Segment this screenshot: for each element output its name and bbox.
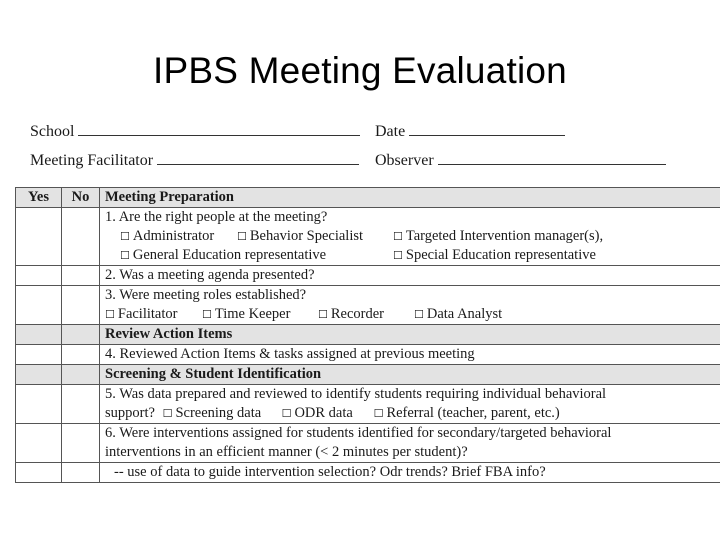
evaluation-form: [10, 117, 720, 490]
general-education-label: General Education representative: [132, 247, 327, 263]
yes-column-header: Yes: [16, 188, 62, 208]
no-column-header: No: [62, 188, 100, 208]
data-analyst-option[interactable]: [414, 305, 502, 324]
note-yes-cell[interactable]: [16, 463, 62, 483]
table-header-row: [16, 188, 720, 208]
referral-option[interactable]: [374, 404, 560, 423]
screening-data-option[interactable]: [163, 404, 282, 423]
data-analyst-label: Data Analyst: [426, 306, 503, 322]
checkbox-icon: ☐: [202, 308, 212, 321]
administrator-option[interactable]: [120, 227, 237, 246]
checkbox-icon: ☐: [414, 308, 424, 321]
q1-options-line-1: [100, 227, 720, 246]
checkbox-icon: ☐: [120, 249, 130, 262]
q1-text: 1. Are the right people at the meeting?: [100, 208, 720, 228]
behavior-specialist-label: Behavior Specialist: [249, 228, 364, 244]
screening-identification-header: Screening & Student Identification: [100, 365, 720, 385]
q3-no-cell[interactable]: [62, 286, 100, 325]
checkbox-icon: ☐: [120, 230, 130, 243]
q1-no-cell[interactable]: [62, 208, 100, 266]
q5-prefix: support?: [105, 405, 155, 421]
facilitator-blank[interactable]: [157, 152, 359, 165]
recorder-option[interactable]: [318, 305, 414, 324]
data-use-note: -- use of data to guide intervention selection? Odr trends? Brief FBA info?: [100, 463, 720, 483]
q3-options-line: [100, 305, 720, 325]
facilitator-label: Meeting Facilitator: [30, 152, 154, 169]
question-4-row: [16, 345, 720, 365]
targeted-intervention-option[interactable]: [393, 227, 603, 246]
question-1-options-row: [16, 227, 720, 246]
question-6-continued-row: [16, 443, 720, 463]
checkbox-icon: ☐: [281, 407, 292, 420]
question-6-row: [16, 424, 720, 444]
date-blank[interactable]: [409, 123, 565, 136]
special-education-option[interactable]: [393, 246, 596, 265]
q5-no-cell[interactable]: [62, 385, 100, 424]
question-3-options-row: [16, 305, 720, 325]
checkbox-icon: ☐: [393, 230, 403, 243]
q6-text-continued: interventions in an efficient manner (< 2 minutes per student)?: [100, 443, 720, 463]
odr-data-option[interactable]: [282, 404, 374, 423]
q5-options-line: [100, 404, 720, 424]
school-field[interactable]: [30, 123, 360, 141]
q1-yes-cell[interactable]: [16, 208, 62, 266]
odr-data-label: ODR data: [294, 405, 353, 421]
q6-text: 6. Were interventions assigned for students identified for secondary/targeted behavioral: [100, 424, 720, 444]
checkbox-icon: ☐: [373, 407, 384, 420]
q1-options-line-2: [100, 246, 720, 266]
q4-yes-cell[interactable]: [16, 345, 62, 365]
note-no-cell[interactable]: [62, 463, 100, 483]
administrator-label: Administrator: [132, 228, 215, 244]
q3-text: 3. Were meeting roles established?: [100, 286, 720, 306]
q4-no-cell[interactable]: [62, 345, 100, 365]
review-action-items-header: Review Action Items: [100, 325, 720, 345]
screening-data-label: Screening data: [175, 405, 262, 421]
school-blank[interactable]: [78, 123, 360, 136]
q3-yes-cell[interactable]: [16, 286, 62, 325]
time-keeper-option[interactable]: [202, 305, 318, 324]
targeted-intervention-label: Targeted Intervention manager(s),: [405, 228, 604, 244]
checkbox-icon: ☐: [162, 407, 173, 420]
question-3-row: [16, 286, 720, 306]
behavior-specialist-option[interactable]: [237, 227, 393, 246]
q2-yes-cell[interactable]: [16, 266, 62, 286]
recorder-label: Recorder: [330, 306, 385, 322]
note-row: [16, 463, 720, 483]
checkbox-icon: ☐: [393, 249, 403, 262]
q5-text: 5. Was data prepared and reviewed to identify students requiring individual behavioral: [100, 385, 720, 405]
special-education-label: Special Education representative: [405, 247, 596, 263]
checkbox-icon: ☐: [318, 308, 328, 321]
evaluation-table: [15, 187, 720, 483]
q2-text: 2. Was a meeting agenda presented?: [100, 266, 720, 286]
checkbox-icon: ☐: [237, 230, 247, 243]
q6-yes-cell[interactable]: [16, 424, 62, 463]
question-1-row: [16, 208, 720, 228]
observer-field[interactable]: [375, 152, 666, 170]
question-5-row: [16, 385, 720, 405]
question-1-options-row-2: [16, 246, 720, 266]
date-field[interactable]: [375, 123, 565, 141]
general-education-option[interactable]: [120, 246, 393, 265]
observer-label: Observer: [375, 152, 434, 169]
q5-yes-cell[interactable]: [16, 385, 62, 424]
slide-title: IPBS Meeting Evaluation: [153, 50, 567, 91]
q4-text: 4. Reviewed Action Items & tasks assigned at previous meeting: [100, 345, 720, 365]
time-keeper-label: Time Keeper: [214, 306, 291, 322]
facilitator-field[interactable]: [30, 152, 359, 170]
referral-label: Referral (teacher, parent, etc.): [386, 405, 560, 421]
checkbox-icon: ☐: [105, 308, 115, 321]
date-label: Date: [375, 123, 406, 140]
facilitator-role-label: Facilitator: [117, 306, 178, 322]
question-5-options-row: [16, 404, 720, 424]
meeting-preparation-header: Meeting Preparation: [100, 188, 720, 208]
review-section-row: [16, 325, 720, 345]
question-2-row: [16, 266, 720, 286]
facilitator-option[interactable]: [105, 305, 202, 324]
q6-no-cell[interactable]: [62, 424, 100, 463]
school-label: School: [30, 123, 75, 140]
screening-section-row: [16, 365, 720, 385]
q2-no-cell[interactable]: [62, 266, 100, 286]
observer-blank[interactable]: [438, 152, 666, 165]
